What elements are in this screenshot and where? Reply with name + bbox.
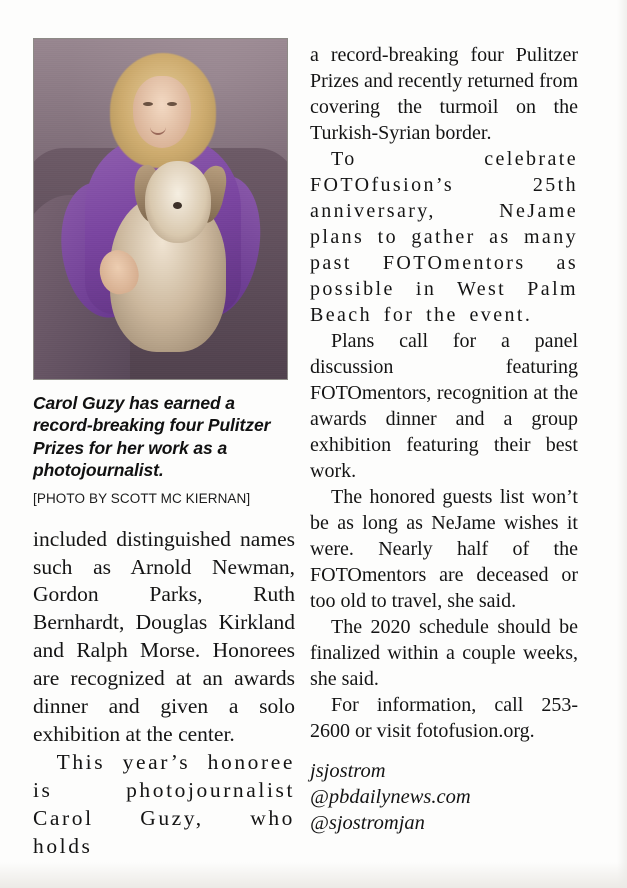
byline-block	[310, 758, 578, 837]
left-column-body	[33, 526, 295, 861]
photo-grain-overlay	[34, 39, 287, 379]
paragraph: included distinguished names such as Arnold Newman, Gordon Parks, Ruth Bernhardt, Douglas Kirkland and Ralph Morse. Honorees are recognized at an awards dinner and given a solo exhibition at the center.	[33, 526, 295, 747]
byline-handle: @sjostromjan	[310, 812, 425, 835]
paragraph: This year’s honoree is photojournalist Carol Guzy, who holds	[33, 750, 295, 858]
scan-edge-bottom	[0, 862, 627, 888]
right-column-body	[310, 42, 578, 744]
paragraph: Plans call for a panel discussion featuring FOTOmentors, recognition at the awards dinner and a group exhibition featuring their best work.	[310, 330, 578, 482]
paragraph: The 2020 schedule should be finalized within a couple weeks, she said.	[310, 616, 578, 690]
photo-credit: [PHOTO BY SCOTT MC KIERNAN]	[33, 490, 251, 506]
photo-caption: Carol Guzy has earned a record-breaking four Pulitzer Prizes for her work as a photojournalist.	[33, 393, 271, 481]
left-column	[33, 38, 295, 861]
paragraph: For information, call 253-2600 or visit fotofusion.org.	[310, 694, 578, 742]
paragraph: To celebrate FOTOfusion’s 25th anniversary, NeJame plans to gather as many past FOTOmentors as possible in West Palm Beach for the event.	[310, 148, 578, 326]
paragraph: The honored guests list won’t be as long as NeJame wishes it were. Nearly half of the FOTOmentors are deceased or too old to travel, she said.	[310, 486, 578, 612]
carol-guzy-with-dog-photo	[33, 38, 288, 380]
byline-name: jsjostrom	[310, 760, 386, 782]
scan-edge-right	[617, 0, 627, 888]
right-column	[310, 42, 578, 837]
byline-email: @pbdailynews.com	[310, 786, 471, 809]
paragraph: a record-breaking four Pulitzer Prizes and recently returned from covering the turmoil on the Turkish-Syrian border.	[310, 44, 578, 144]
